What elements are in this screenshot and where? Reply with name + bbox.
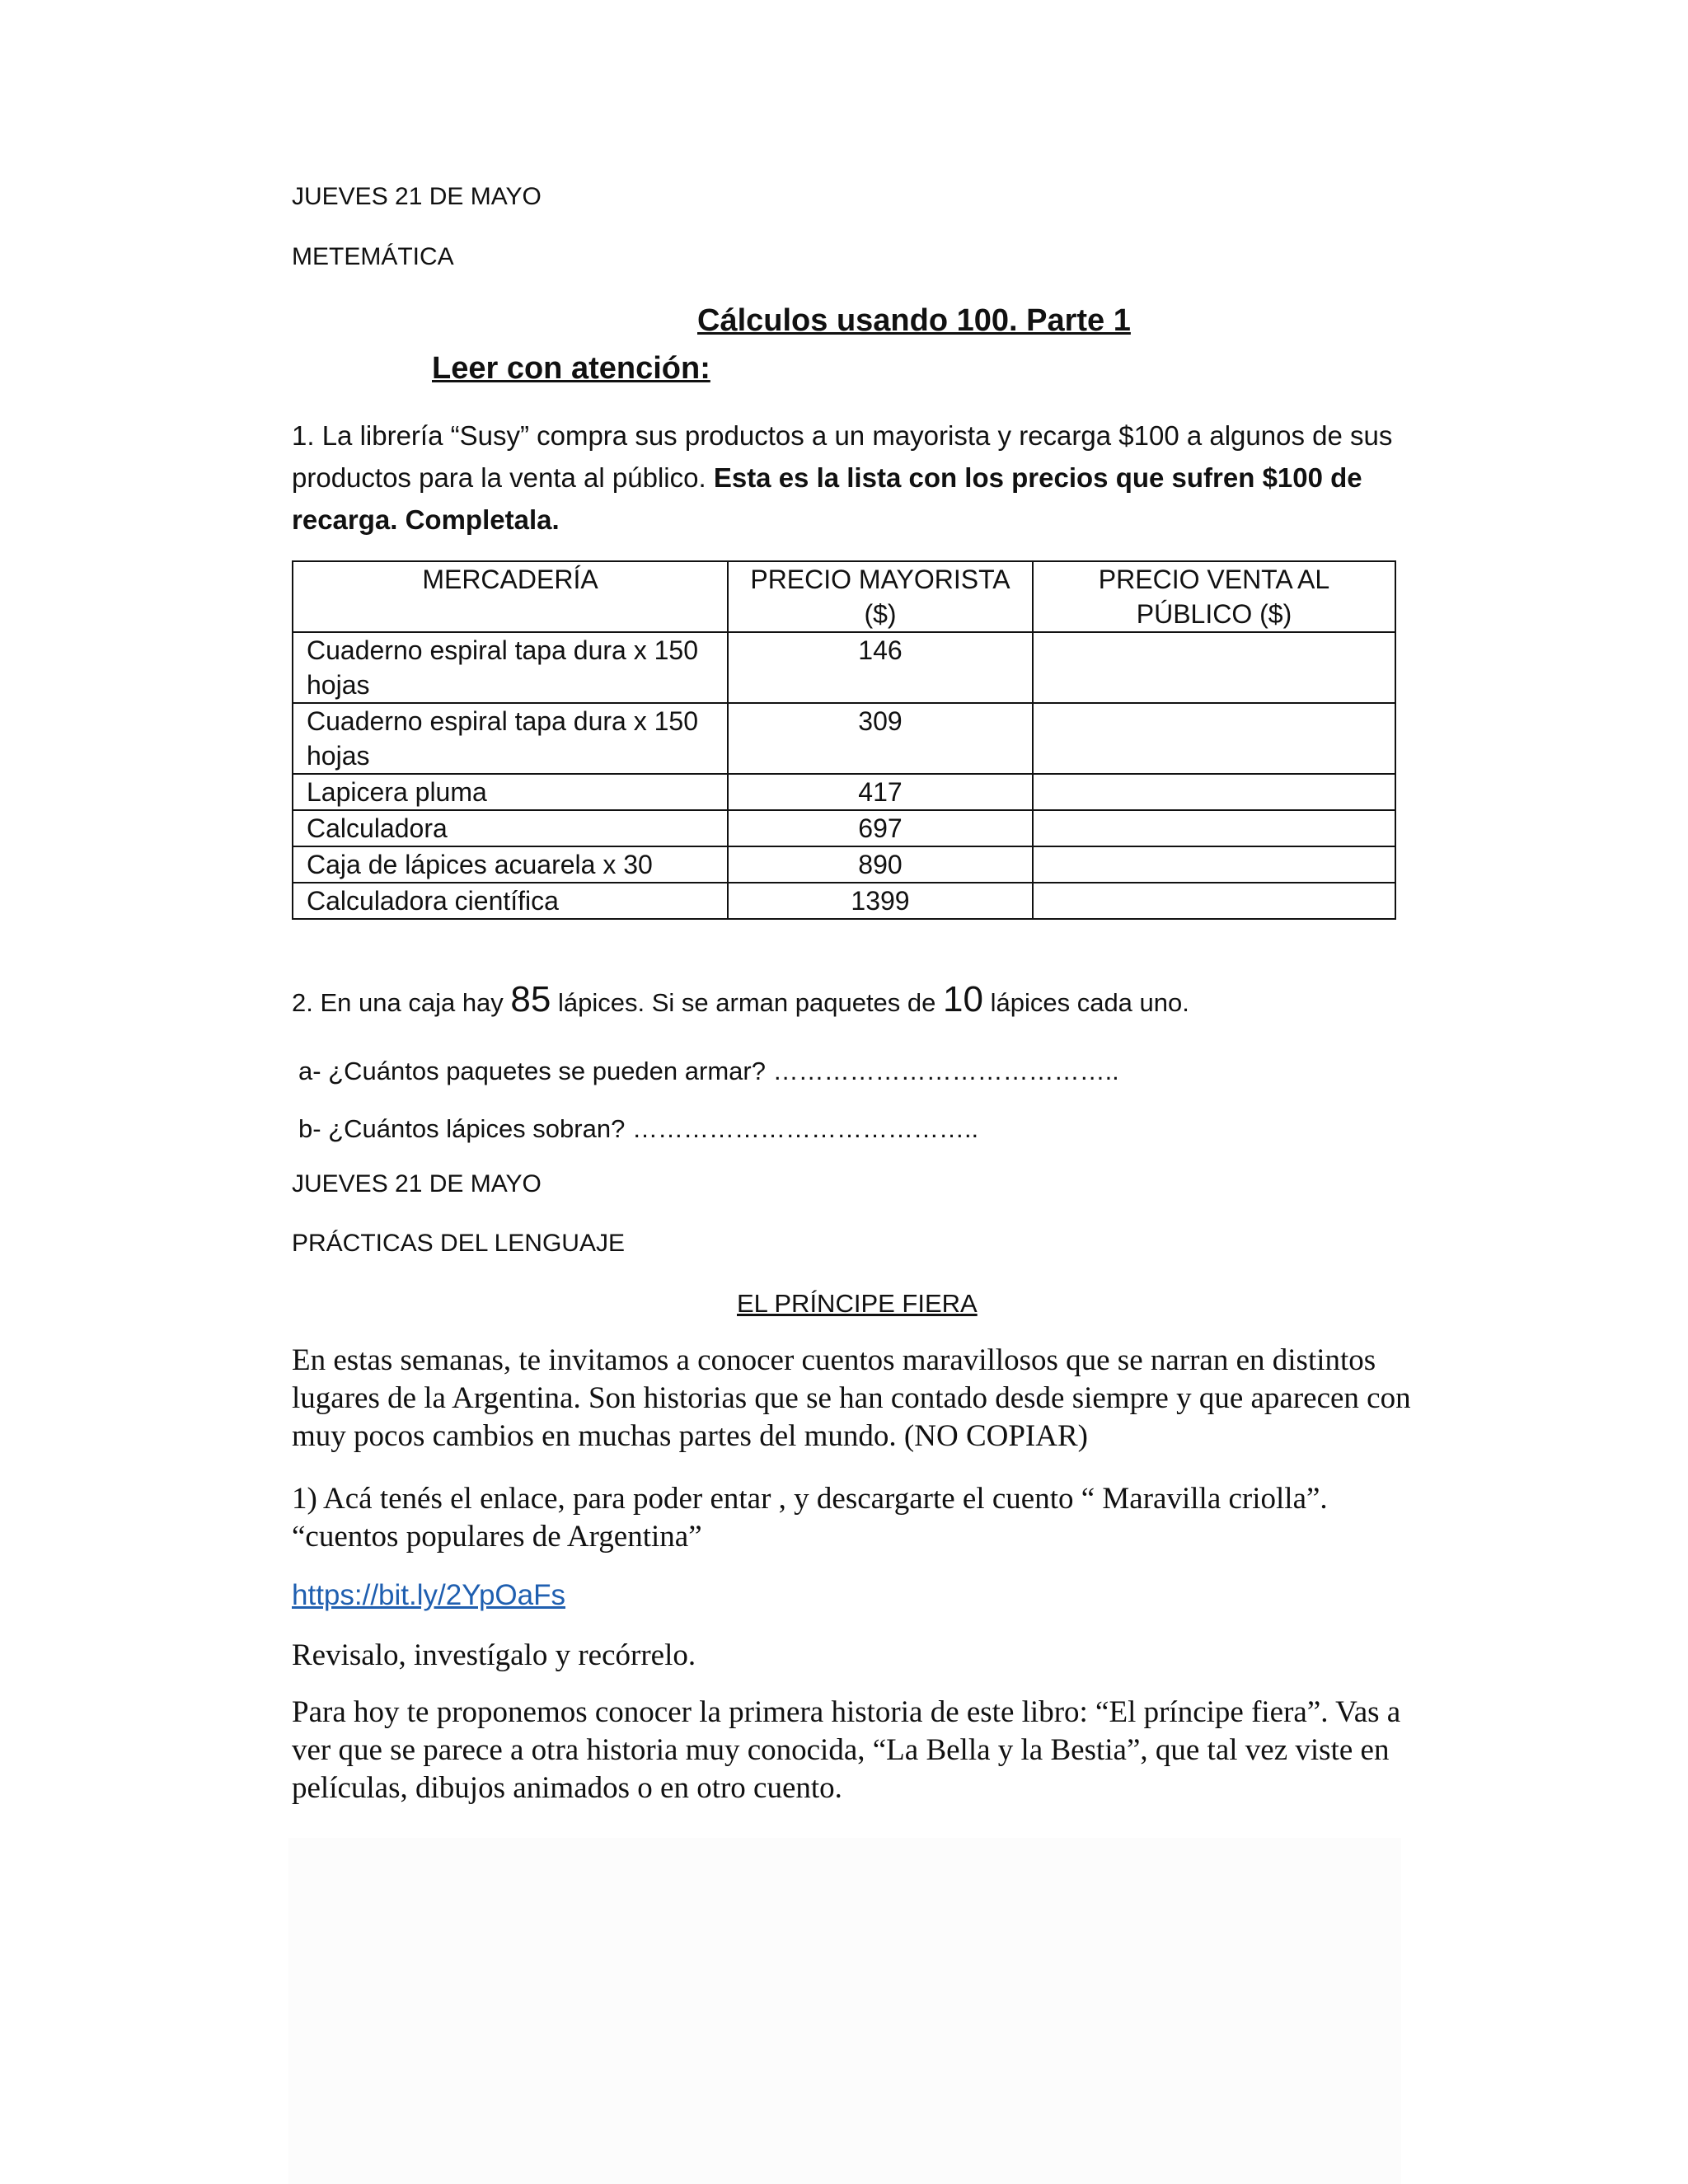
story-download-link[interactable]: https://bit.ly/2YpOaFs [292,1579,565,1611]
price-cell: 890 [728,846,1033,883]
public-price-cell[interactable] [1033,703,1395,774]
question-1-instruction: Esta es la lista con los precios que sufren $100 de recarga. Completala. [292,462,1362,535]
question-2-number-85: 85 [510,979,551,1019]
table-row [293,632,1395,703]
item-cell: Cuaderno espiral tapa dura x 150 hojas [293,632,728,703]
price-cell: 417 [728,774,1033,810]
question-2b: b- ¿Cuántos lápices sobran? ………………………………….. [298,1114,979,1143]
public-price-cell[interactable] [1033,846,1395,883]
table-row [293,703,1395,774]
question-2-part1: 2. En una caja hay [292,988,504,1017]
intro-paragraph: En estas semanas, te invitamos a conocer cuentos maravillosos que se narran en distintos lugares de la Argentina. Son historias que se han contado desde siempre y que aparecen con muy pocos cambios en muchas partes del mundo. (NO COPIAR) [292,1343,1411,1453]
story-title: EL PRÍNCIPE FIERA [737,1289,978,1318]
price-cell: 1399 [728,883,1033,919]
date-heading-language: JUEVES 21 DE MAYO [292,1170,542,1197]
question-1-text [292,415,1396,541]
instruction-title: Leer con atención: [432,351,710,386]
public-price-cell[interactable] [1033,883,1395,919]
question-2-text [292,979,1189,1020]
item-cell: Caja de lápices acuarela x 30 [293,846,728,883]
column-header-wholesale-price: PRECIO MAYORISTA ($) [728,561,1033,632]
question-2a: a- ¿Cuántos paquetes se pueden armar? ………………………………….. [298,1057,1119,1085]
table-row [293,846,1395,883]
link-instruction-line-1: 1) Acá tenés el enlace, para poder entar , y descargarte el cuento “ Maravilla criolla”. [292,1482,1328,1516]
public-price-cell[interactable] [1033,810,1395,846]
public-price-cell[interactable] [1033,632,1395,703]
price-cell: 309 [728,703,1033,774]
subject-heading-language: PRÁCTICAS DEL LENGUAJE [292,1230,625,1257]
item-cell: Lapicera pluma [293,774,728,810]
item-cell: Calculadora científica [293,883,728,919]
closing-paragraph: Para hoy te proponemos conocer la primera historia de este libro: “El príncipe fiera”. Vas a ver que se parece a otra historia muy conocida, “La Bella y la Bestia”, que tal vez viste en películas, dibujos animados o en otro cuento. [292,1695,1401,1805]
table-row [293,774,1395,810]
price-cell: 697 [728,810,1033,846]
date-heading-math: JUEVES 21 DE MAYO [292,183,542,210]
page-shade [288,1838,1401,2184]
question-2-part2: lápices. Si se arman paquetes de [558,988,936,1017]
question-2-part3: lápices cada uno. [990,988,1189,1017]
item-cell: Calculadora [293,810,728,846]
table-row [293,883,1395,919]
review-instruction: Revisalo, investígalo y recórrelo. [292,1638,696,1672]
item-cell: Cuaderno espiral tapa dura x 150 hojas [293,703,728,774]
link-instruction-line-2: “cuentos populares de Argentina” [292,1520,702,1554]
subject-heading-math: METEMÁTICA [292,243,454,270]
column-header-public-price: PRECIO VENTA AL PÚBLICO ($) [1033,561,1395,632]
public-price-cell[interactable] [1033,774,1395,810]
math-title: Cálculos usando 100. Parte 1 [697,303,1131,338]
table-header-row [293,561,1395,632]
table-row [293,810,1395,846]
price-table [292,560,1396,920]
price-cell: 146 [728,632,1033,703]
column-header-merchandise: MERCADERÍA [293,561,728,632]
question-2-number-10: 10 [943,979,983,1019]
question-1-intro: 1. La librería “Susy” compra sus productos a un mayorista y recarga $100 a algunos de sus productos para la venta al público. [292,420,1393,493]
